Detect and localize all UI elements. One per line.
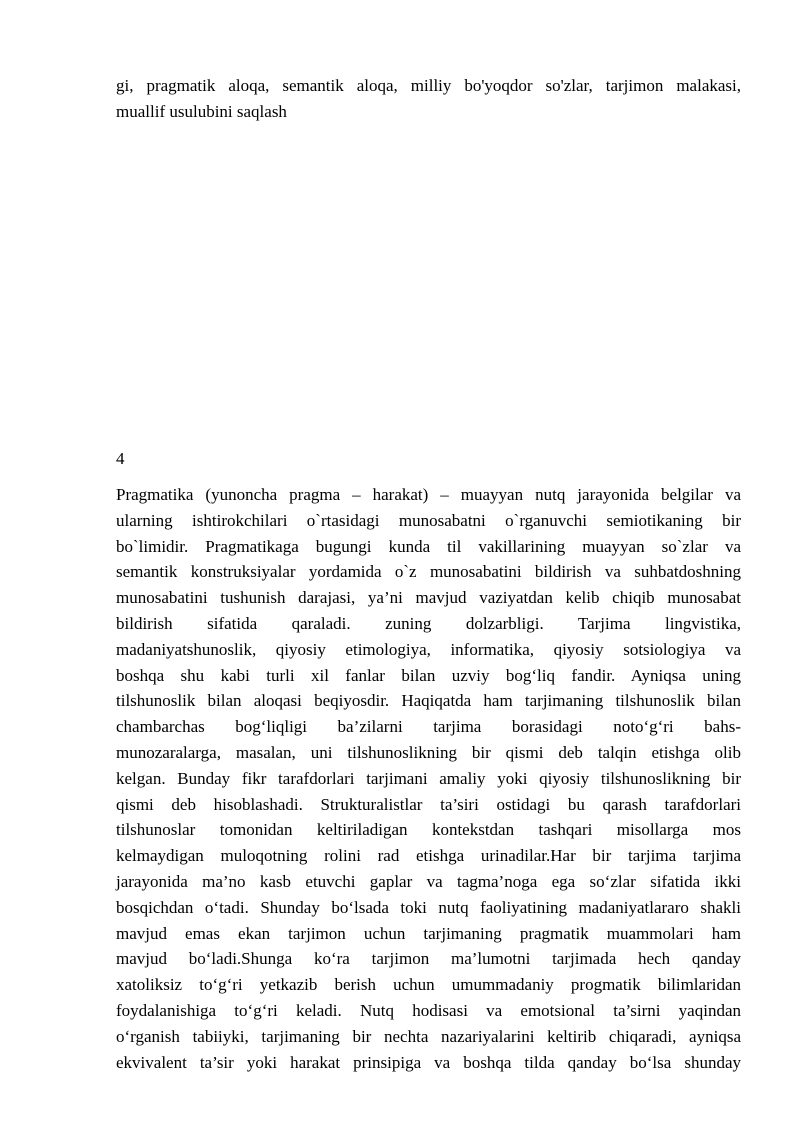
text-line: gi, pragmatik aloqa, semantik aloqa, milliy bo'yoqdor so'zlar, tarjimon malakasi,	[116, 76, 741, 95]
text-line: munozaralarga, masalan, uni tilshunoslikning bir qismi deb talqin etishga olib	[116, 742, 741, 762]
text-line: tilshunoslar tomonidan keltiriladigan kontekstdan tashqari misollarga mos	[116, 820, 741, 840]
text-line: bosqichdan o‘tadi. Shunday bo‘lsada toki nutq faoliyatining madaniyatlararo shakli	[116, 897, 741, 917]
text-line: mavjud bo‘ladi.Shunga ko‘ra tarjimon ma’lumotni tarjimada hech qanday	[116, 949, 741, 969]
text-line: boshqa shu kabi turli xil fanlar bilan uzviy bog‘liq fandir. Ayniqsa uning	[116, 665, 741, 685]
text-line: foydalanishiga to‘g‘ri keladi. Nutq hodisasi va emotsional ta’sirni yaqindan	[116, 1000, 741, 1020]
keywords-paragraph	[116, 73, 741, 125]
text-line: o‘rganish tabiiyki, tarjimaning bir nechta nazariyalarini keltirib chiqaradi, ayniqsa	[116, 1026, 741, 1046]
text-line: jarayonida ma’no kasb etuvchi gaplar va tagma’noga ega so‘zlar sifatida ikki	[116, 871, 741, 891]
text-line: xatoliksiz to‘g‘ri yetkazib berish uchun umummadaniy progmatik bilimlaridan	[116, 975, 741, 995]
text-line: madaniyatshunoslik, qiyosiy etimologiya, informatika, qiyosiy sotsiologiya va	[116, 639, 741, 659]
body-text	[116, 482, 741, 1075]
text-line: bo`limidir. Pragmatikaga bugungi kunda til vakillarining muayyan so`zlar va	[116, 536, 741, 556]
text-line: kelgan. Bunday fikr tarafdorlari tarjimani amaliy yoki qiyosiy tilshunoslikning bir	[116, 768, 741, 788]
text-line: tilshunoslik bilan aloqasi beqiyosdir. Haqiqatda ham tarjimaning tilshunoslik bilan	[116, 691, 741, 711]
keywords-continuation	[116, 73, 741, 125]
text-line: ekvivalent ta’sir yoki harakat prinsipiga va boshqa tilda qanday bo‘lsa shunday	[116, 1052, 741, 1072]
text-line: chambarchas bog‘liqligi ba’zilarni tarjima borasidagi noto‘g‘ri bahs-	[116, 717, 741, 737]
text-line: bildirish sifatida qaraladi. zuning dolzarbligi. Tarjima lingvistika,	[116, 613, 741, 633]
text-line: qismi deb hisoblashadi. Strukturalistlar ta’siri ostidagi bu qarash tarafdorlari	[116, 794, 741, 814]
text-line: mavjud emas ekan tarjimon uchun tarjimaning pragmatik muammolari ham	[116, 923, 741, 943]
text-line: semantik konstruksiyalar yordamida o`z munosabatini bildirish va suhbatdoshning	[116, 562, 741, 582]
page-number: 4	[116, 449, 125, 468]
text-line: muallif usulubini saqlash	[116, 101, 287, 121]
text-line: Pragmatika (yunoncha pragma – harakat) – muayyan nutq jarayonida belgilar va	[116, 485, 741, 504]
text-line: kelmaydigan muloqotning rolini rad etishga urinadilar.Har bir tarjima tarjima	[116, 846, 741, 866]
body-paragraph	[116, 482, 741, 1075]
text-line: munosabatini tushunish darajasi, ya’ni mavjud vaziyatdan kelib chiqib munosabat	[116, 588, 741, 608]
text-line: ularning ishtirokchilari o`rtasidagi munosabatni o`rganuvchi semiotikaning bir	[116, 510, 741, 530]
